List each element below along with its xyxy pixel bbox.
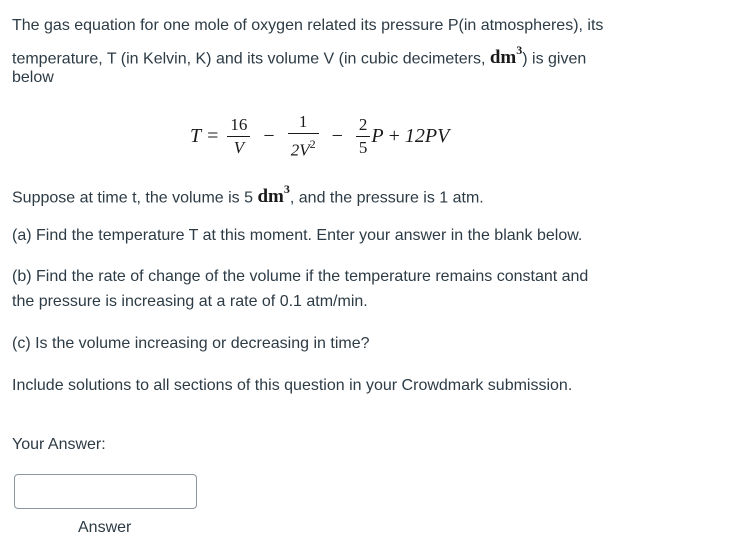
include-instructions: Include solutions to all sections of this question in your Crowdmark submission. (12, 377, 573, 394)
frac2-den-base: 2V (290, 140, 310, 160)
your-answer-label: Your Answer: (12, 436, 106, 453)
answer-input[interactable] (14, 474, 197, 509)
eq-lhs: T (190, 124, 202, 147)
frac2-num: 1 (298, 111, 308, 131)
fraction-16-over-v (227, 114, 250, 159)
intro-line-3: below (12, 69, 54, 86)
fraction-2-over-5 (356, 114, 371, 159)
answer-caption: Answer (78, 519, 132, 536)
intro-line-1: The gas equation for one mole of oxygen related its pressure P(in atmospheres), its (12, 17, 604, 34)
frac1-den: V (233, 137, 245, 157)
unit-exponent: 3 (516, 43, 523, 57)
unit-dm-text: dm (489, 47, 517, 69)
intro-line-2-end: ) is given (522, 50, 587, 68)
frac3-num: 2 (358, 114, 368, 134)
suppose-unit-exp: 3 (283, 182, 290, 196)
suppose-unit-dm3 (257, 182, 290, 208)
part-c: (c) Is the volume increasing or decreasing in time? (12, 335, 370, 352)
intro-line-2 (12, 39, 586, 72)
suppose-unit-text: dm (257, 186, 284, 208)
frac2-den (288, 134, 319, 162)
part-b-line-1: (b) Find the rate of change of the volume if the temperature remains constant and (12, 268, 589, 285)
eq-plus: + (388, 124, 400, 147)
intro-line-2-text: temperature, T (in Kelvin, K) and its volume V (in cubic decimeters, (12, 50, 490, 68)
eq-p: P (371, 124, 384, 147)
unit-dm3 (489, 43, 523, 69)
suppose-text: Suppose at time t, the volume is 5 (12, 189, 258, 207)
part-b-line-2: the pressure is increasing at a rate of 0.1 atm/min. (12, 293, 368, 310)
suppose-line (12, 178, 484, 211)
gas-equation (190, 108, 449, 164)
frac1-num: 16 (230, 114, 248, 134)
eq-minus-2: − (331, 124, 343, 147)
eq-12pv: 12PV (404, 124, 450, 147)
fraction-1-over-2v2 (288, 111, 319, 162)
suppose-text-end: , and the pressure is 1 atm. (289, 189, 484, 207)
frac2-den-exp: 2 (309, 136, 316, 151)
part-a: (a) Find the temperature T at this moment. Enter your answer in the blank below. (12, 227, 583, 244)
eq-equals: = (207, 124, 219, 147)
eq-minus-1: − (263, 124, 275, 147)
frac3-den: 5 (358, 137, 368, 157)
